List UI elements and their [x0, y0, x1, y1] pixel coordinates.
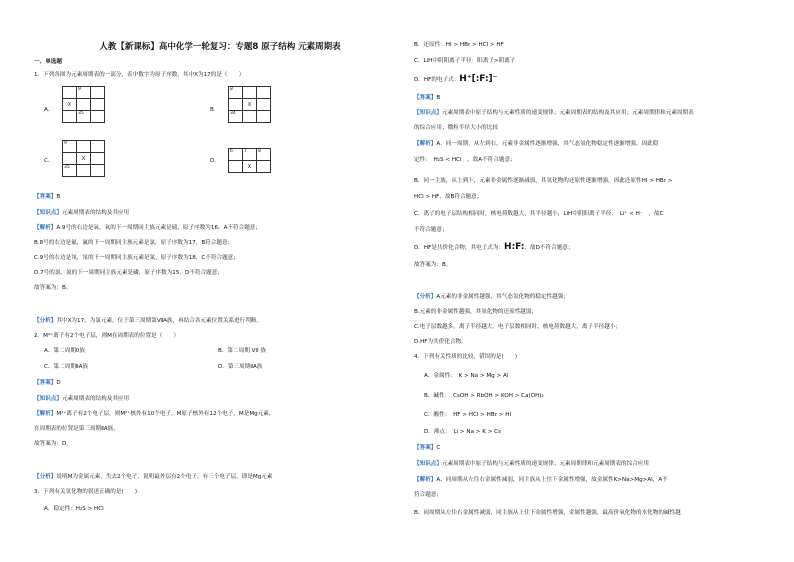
knowledge-3: 【知识点】元素周期表中原子结构与元素性质的递变规律；元素周期表的结构及其应用；元素周期律和元素周期表 [414, 110, 694, 116]
answer-3: 【答案】B [414, 95, 441, 101]
q3-option-d: D．HF的电子式：H⁺[:F:]⁻ [414, 74, 498, 84]
q3-option-c: C．LiH中阴阳离子半径：阳离子>阴离子 [414, 58, 516, 64]
grid-c: 9 X 35 [62, 140, 105, 177]
answer-1: 【答案】B [34, 194, 61, 200]
explain-3g: D．HF是共价化合物，其电子式为：H:F:，故D不符合题意； [414, 242, 574, 252]
doc-title: 人教【新课标】高中化学一轮复习：专题8 原子结构 元素周期表 [99, 42, 341, 52]
explain-1b: B.8号的右边是氟，氟的下一周期同主族元素是氯，原子序数为17，B符合题意； [34, 240, 234, 246]
q4-option-b: B．碱性： CsOH > RbOH > KOH > Ca(OH)₂ [424, 393, 544, 399]
option-a-label: A． [44, 107, 54, 113]
explain-3e: C．离子的电子层结构相同时，核电荷数越大，其半径越小，LiH中阴阳离子半径： Li⁺ < H⁻ ，故C [414, 211, 664, 217]
explain-3h: 故答案为：B。 [414, 262, 452, 268]
option-b-label: B． [210, 107, 220, 113]
q2-option-d: D．第三周期ⅡA族 [218, 364, 263, 370]
analysis-1: 【分析】其中X为17，为氯元素，位于第三周期第ⅦA族，再结合各元素位置关系进行判断。 [34, 318, 263, 324]
analysis-3d: D.HF为共价化合物。 [414, 339, 467, 345]
explain-1e: 故答案为：B。 [34, 285, 72, 291]
explain-1: 【解析】A.9号的右边是氧，氧的下一周期同主族元素是硫，原子序数为16，A不符合题意； [34, 225, 261, 231]
q4-option-c: C．酸性： HF > HCl > HBr > HI [424, 412, 512, 418]
explain-2: 【解析】M²⁺离子有2个电子层，则M²⁺核外有10个电子，M原子核外有12个电子，M是Mg元素， [34, 411, 275, 417]
explain-2b: 在周期表的位置是第三周期ⅡA族， [34, 426, 119, 432]
option-d-label: D． [210, 158, 220, 164]
analysis-3: 【分析】A元素的非金属性越强，其气态氢化物的稳定性越强； [414, 294, 569, 300]
knowledge-4: 【知识点】元素周期表中原子结构与元素性质的递变规律；元素周期律和元素周期表的综合应用 [414, 461, 649, 467]
explain-2c: 故答案为：D。 [34, 441, 72, 447]
explain-1c: C.9号的右边是氖，氖的下一周期同主族元素是氩，原子序数为18，C不符合题意； [34, 255, 239, 261]
section-heading: 一、单选题 [34, 59, 62, 65]
hf-ionic-formula: H⁺[:F:]⁻ [459, 74, 498, 84]
answer-2: 【答案】D [34, 380, 61, 386]
q2-option-c: C．第二周期ⅡA族 [44, 364, 89, 370]
analysis-3c: C.电子层数越多，离子半径越大，电子层数相同时，核电荷数越大，离子半径越小； [414, 324, 622, 330]
grid-d: 6 7 8 X [228, 148, 271, 173]
q3-option-a: A．稳定性：H₂S > HCl [44, 506, 104, 512]
analysis-3b: B.元素的非金属性越强，其氢化物的还原性越弱； [414, 309, 538, 315]
q2-option-a: A．第二周期0族 [44, 348, 85, 354]
grid-b: 8 X 34 [228, 86, 271, 123]
explain-3f: 不符合题意； [414, 227, 448, 233]
question-1: 1．下列各图为元素周期表的一部分，表中数字为原子序数，其中X为17的是（ ） [34, 72, 245, 78]
question-4: 4．下列有关性质的比较，错误的是( ) [414, 354, 518, 360]
question-3: 3．下列有关氢化物的叙述正确的是( ) [34, 489, 138, 495]
explain-3d: HCl > HF，故B符合题意； [414, 194, 483, 200]
explain-4b: 符合题意； [414, 492, 442, 498]
knowledge-2: 【知识点】元素周期表的结构及其应用 [34, 396, 130, 402]
analysis-2: 【分析】说明M为金属元素，失去2个电子，说明最外层有2个电子，有三个电子层，即是Mg元素 [34, 474, 273, 480]
option-c-label: C． [44, 158, 54, 164]
q4-option-d: D．沸点： Li > Na > K > Cs [424, 429, 501, 435]
explain-3c: B．同一主族，从上到下，元素非金属性逐渐减弱，其氢化物的还原性逐渐增强，因此还原性HI > HBr > [414, 178, 673, 184]
explain-1d: D.7号的氮，氮的下一周期同主族元素是磷，原子序数为15，D不符合题意； [34, 270, 223, 276]
q2-option-b: B．第二周期 VII 族 [218, 348, 267, 354]
question-2: 2．M²⁺离子有2个电子层，则M在周期表的位置是（ ） [34, 333, 180, 339]
explain-3b: 定性： H₂S < HCl ，故A不符合题意； [414, 157, 516, 163]
q3-option-b: B．还原性：HI > HBr > HCl > HF [414, 42, 504, 48]
knowledge-3b: 的综合应用；微粒半径大小的比较 [414, 125, 498, 131]
hf-covalent-formula: H:F: [504, 242, 525, 252]
grid-a: 9 X 35 [62, 86, 105, 123]
explain-4: 【解析】A、同周期从左往右金属性减弱，同主族从上往下金属性增强，故金属性K>Na>Mg>Al，A不 [414, 477, 668, 483]
q4-option-a: A．金属性： K > Na > Mg > Al [424, 373, 509, 379]
explain-3: 【解析】A．同一周期，从左到右，元素非金属性逐渐增强，其气态氢化物稳定性逐渐增强，因此稳 [414, 141, 659, 147]
explain-4c: B、同周期从左往右金属性减弱，同主族从上往下金属性增强，金属性越强，最高价氧化物的水化物的碱性越 [414, 510, 681, 516]
answer-4: 【答案】C [414, 445, 441, 451]
knowledge-1: 【知识点】元素周期表的结构及其应用 [34, 210, 130, 216]
